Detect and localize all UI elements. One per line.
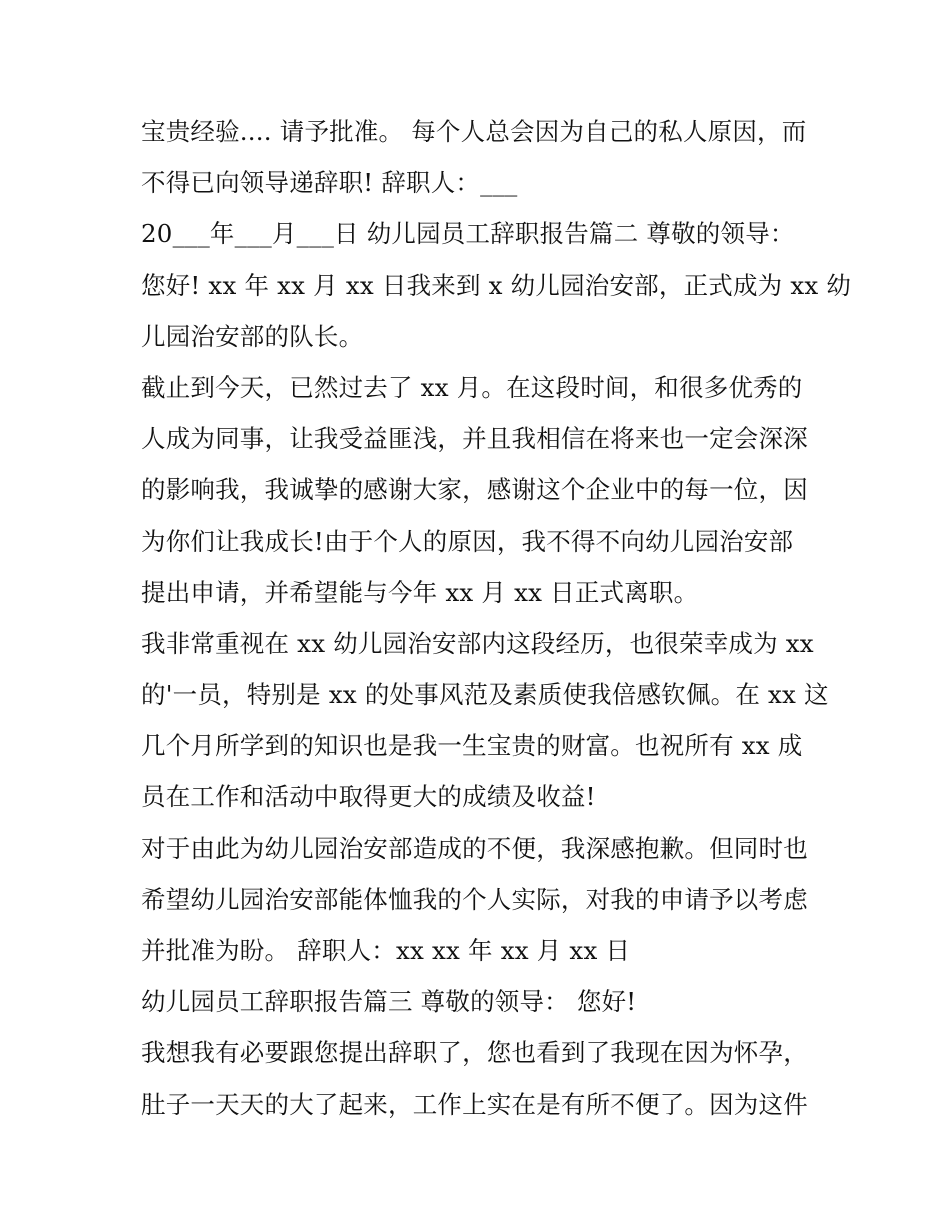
text-line: 您好! xx 年 xx 月 xx 日我来到 x 幼儿园治安部，正式成为 xx 幼 xyxy=(141,270,852,300)
text-line: 肚子一天天的大了起来，工作上实在是有所不便了。因为这件 xyxy=(141,1089,808,1119)
text-line: 希望幼儿园治安部能体恤我的个人实际，对我的申请予以考虑 xyxy=(141,884,808,914)
text-line: 我非常重视在 xx 幼儿园治安部内这段经历，也很荣幸成为 xx xyxy=(141,628,814,658)
text-line: 为你们让我成长!由于个人的原因，我不得不向幼儿园治安部 xyxy=(141,526,794,556)
text-line: 不得已向领导递辞职! 辞职人：___ xyxy=(141,168,518,198)
text-line: 并批准为盼。 辞职人：xx xx 年 xx 月 xx 日 xyxy=(141,936,631,965)
text-line: 儿园治安部的队长。 xyxy=(141,321,364,351)
text-line: 提出申请，并希望能与今年 xx 月 xx 日正式离职。 xyxy=(141,577,699,607)
text-line: 宝贵经验.... 请予批准。 每个人总会因为自己的私人原因，而 xyxy=(141,117,807,146)
document-body xyxy=(141,106,852,1130)
text-line: 员在工作和活动中取得更大的成绩及收益! xyxy=(141,782,596,812)
text-line: 幼儿园员工辞职报告篇三 尊敬的领导： 您好! xyxy=(141,987,637,1017)
text-line: 几个月所学到的知识也是我一生宝贵的财富。也祝所有 xx 成 xyxy=(141,731,803,761)
text-line: 20___年___月___日 幼儿园员工辞职报告篇二 尊敬的领导： xyxy=(141,219,795,249)
text-line: 人成为同事，让我受益匪浅，并且我相信在将来也一定会深深 xyxy=(141,424,808,454)
text-line: 的'一员，特别是 xx 的处事风范及素质使我倍感钦佩。在 xx 这 xyxy=(141,680,829,710)
text-line: 对于由此为幼儿园治安部造成的不便，我深感抱歉。但同时也 xyxy=(141,833,808,863)
text-line: 的影响我，我诚挚的感谢大家，感谢这个企业中的每一位，因 xyxy=(141,475,808,505)
text-line: 我想我有必要跟您提出辞职了，您也看到了我现在因为怀孕， xyxy=(141,1038,808,1068)
text-line: 截止到今天，已然过去了 xx 月。在这段时间，和很多优秀的 xyxy=(141,372,803,402)
